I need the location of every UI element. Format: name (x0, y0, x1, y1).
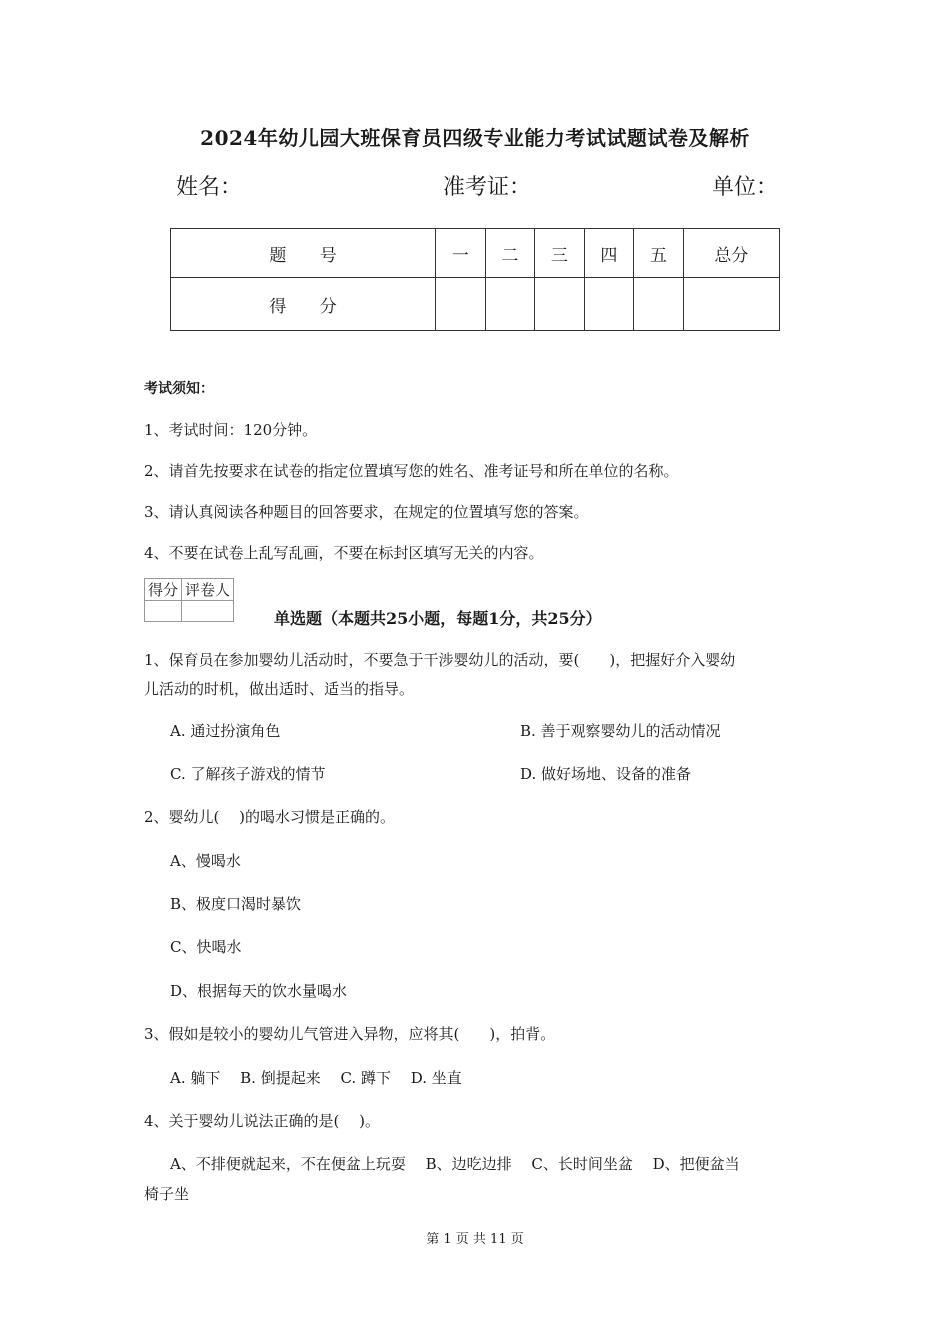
name-field-label: 姓名： (176, 175, 243, 200)
notes-heading: 考试须知： (144, 381, 214, 397)
answer-option[interactable]: A、慢喝水 (170, 852, 241, 870)
note-item: 2、请首先按要求在试卷的指定位置填写您的姓名、准考证号和所在单位的名称。 (144, 462, 679, 480)
score-table-cell: 得 分 (171, 278, 436, 331)
reviewer-score-label: 得分 (145, 579, 182, 601)
note-item: 3、请认真阅读各种题目的回答要求，在规定的位置填写您的答案。 (144, 503, 589, 521)
answer-option[interactable]: D. 做好场地、设备的准备 (520, 765, 692, 783)
answer-option[interactable]: C. 了解孩子游戏的情节 (170, 765, 326, 783)
answer-option[interactable]: A. 通过扮演角色 (170, 722, 281, 740)
section-title: 单选题（本题共25小题，每题1分，共25分） (274, 609, 602, 628)
question-text: 2、婴幼儿( )的喝水习惯是正确的。 (144, 808, 396, 826)
score-input-cell[interactable] (535, 278, 585, 331)
score-input-cell[interactable] (634, 278, 684, 331)
score-table-cell: 总分 (683, 229, 779, 278)
unit-field-label: 单位： (712, 175, 779, 200)
answer-options-row[interactable]: A、不排便就起来，不在便盆上玩耍 B、边吃边排 C、长时间坐盆 D、把便盆当 (170, 1155, 740, 1173)
score-table-header-row (171, 229, 780, 278)
note-item: 4、不要在试卷上乱写乱画，不要在标封区填写无关的内容。 (144, 544, 544, 562)
score-input-cell[interactable] (683, 278, 779, 331)
score-table (170, 228, 780, 331)
question-text: 4、关于婴幼儿说法正确的是( )。 (144, 1112, 381, 1130)
score-table-cell: 三 (535, 229, 585, 278)
answer-options-row[interactable]: A. 躺下 B. 倒提起来 C. 蹲下 D. 坐直 (170, 1069, 462, 1087)
score-input-cell[interactable] (584, 278, 634, 331)
document-title: 2024年幼儿园大班保育员四级专业能力考试试题试卷及解析 (200, 126, 750, 150)
exam-id-field-label: 准考证： (443, 175, 532, 200)
reviewer-box (144, 578, 234, 622)
score-table-cell: 一 (436, 229, 486, 278)
question-text: 3、假如是较小的婴幼儿气管进入异物，应将其( )，拍背。 (144, 1025, 556, 1043)
reviewer-score-cell[interactable] (145, 601, 182, 622)
score-table-cell: 五 (634, 229, 684, 278)
score-table-cell: 二 (485, 229, 535, 278)
reviewer-label: 评卷人 (182, 579, 234, 601)
question-text: 1、保育员在参加婴幼儿活动时，不要急于干涉婴幼儿的活动，要( )，把握好介入婴幼 (144, 651, 736, 669)
note-item: 1、考试时间：120分钟。 (144, 421, 318, 439)
answer-option[interactable]: D、根据每天的饮水量喝水 (170, 982, 348, 1000)
answer-option[interactable]: B、极度口渴时暴饮 (170, 895, 302, 913)
reviewer-name-cell[interactable] (182, 601, 234, 622)
answer-option[interactable]: B. 善于观察婴幼儿的活动情况 (520, 722, 721, 740)
question-text: 儿活动的时机，做出适时、适当的指导。 (144, 680, 415, 698)
answer-option[interactable]: C、快喝水 (170, 938, 242, 956)
score-input-cell[interactable] (485, 278, 535, 331)
score-table-score-row (171, 278, 780, 331)
page-footer: 第 1 页 共 11 页 (426, 1232, 524, 1247)
score-table-cell: 四 (584, 229, 634, 278)
score-input-cell[interactable] (436, 278, 486, 331)
answer-options-row-continued: 椅子坐 (144, 1185, 190, 1203)
score-table-cell: 题 号 (171, 229, 436, 278)
